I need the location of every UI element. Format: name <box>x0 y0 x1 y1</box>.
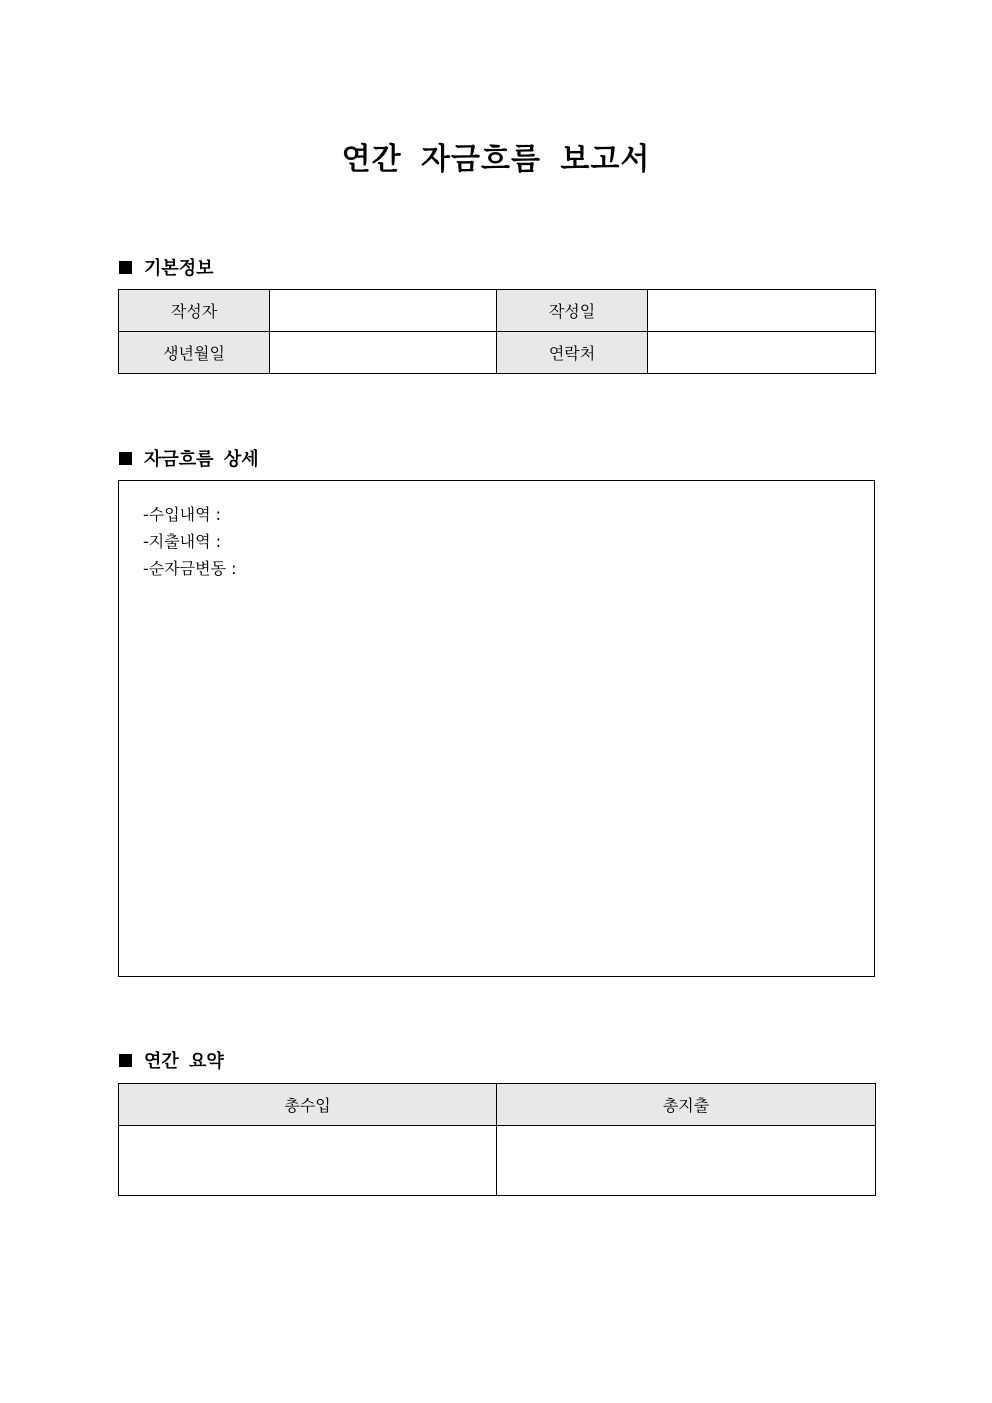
expense-detail-line: -지출내역 : <box>143 532 222 551</box>
annual-summary-table <box>118 1083 876 1196</box>
date-written-label: 작성일 <box>497 290 648 332</box>
section-title: 기본정보 <box>144 258 214 279</box>
author-label: 작성자 <box>119 290 270 332</box>
author-field[interactable] <box>270 290 497 332</box>
birthdate-field[interactable] <box>270 332 497 374</box>
net-change-line: -순자금변동 : <box>143 559 237 578</box>
table-row <box>119 332 876 374</box>
section-title: 자금흐름 상세 <box>144 449 259 470</box>
section-heading-annual-summary <box>119 1047 224 1073</box>
section-heading-basic-info <box>119 254 214 280</box>
contact-field[interactable] <box>648 332 876 374</box>
page-title: 연간 자금흐름 보고서 <box>341 142 651 177</box>
cashflow-detail-box[interactable] <box>118 480 875 977</box>
square-bullet-icon <box>119 452 132 465</box>
table-row <box>119 1126 876 1196</box>
basic-info-table <box>118 289 876 374</box>
square-bullet-icon <box>119 1054 132 1067</box>
section-title: 연간 요약 <box>144 1051 224 1072</box>
total-income-field[interactable] <box>119 1126 497 1196</box>
square-bullet-icon <box>119 261 132 274</box>
detail-lines <box>143 501 237 582</box>
table-row <box>119 290 876 332</box>
contact-label: 연락처 <box>497 332 648 374</box>
total-expense-label: 총지출 <box>497 1084 876 1126</box>
income-detail-line: -수입내역 : <box>143 505 222 524</box>
total-income-label: 총수입 <box>119 1084 497 1126</box>
table-header-row <box>119 1084 876 1126</box>
birthdate-label: 생년월일 <box>119 332 270 374</box>
total-expense-field[interactable] <box>497 1126 876 1196</box>
section-heading-cashflow-detail <box>119 445 259 471</box>
date-written-field[interactable] <box>648 290 876 332</box>
